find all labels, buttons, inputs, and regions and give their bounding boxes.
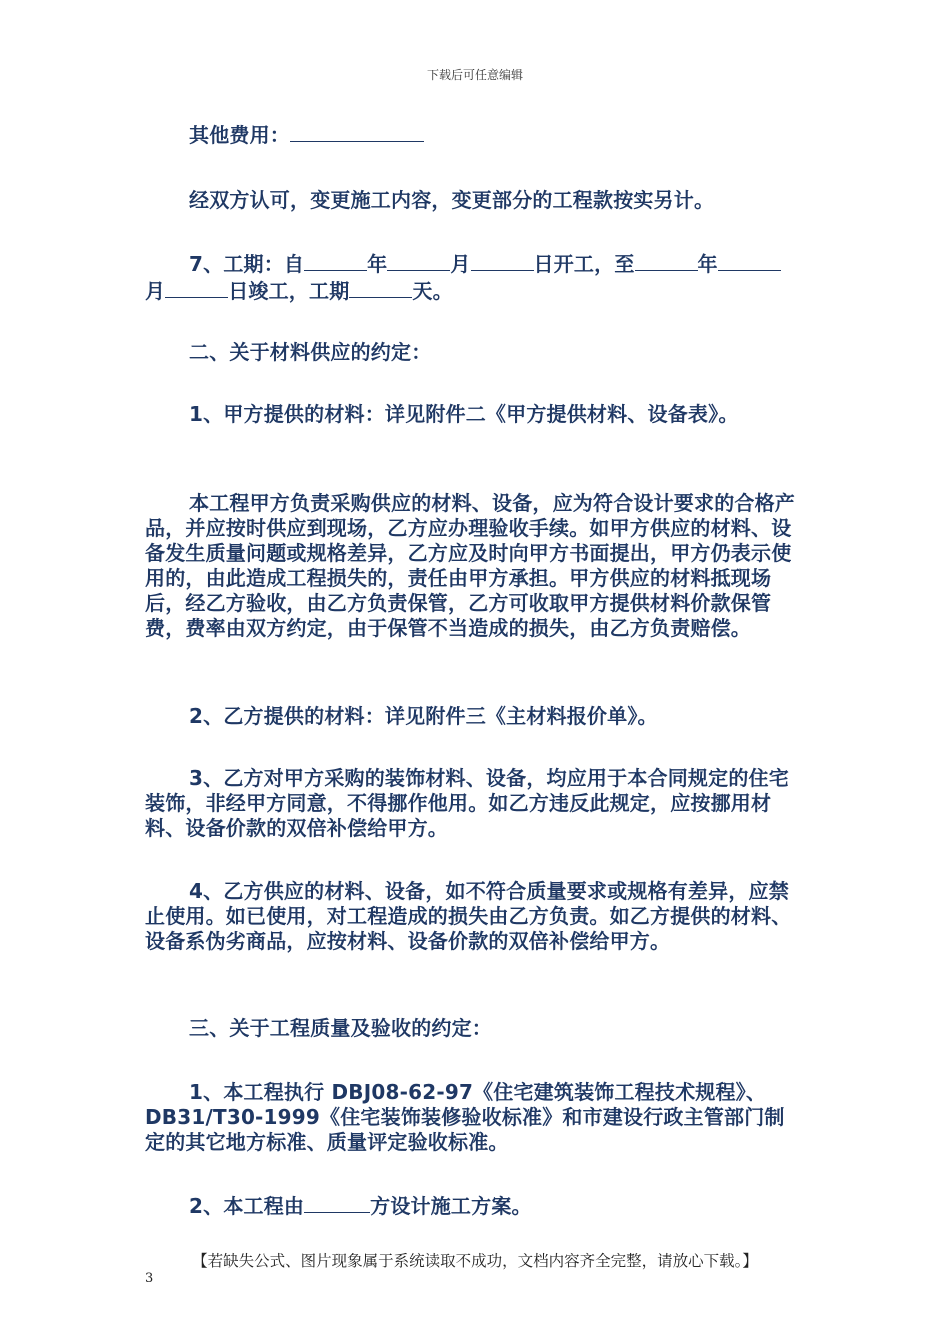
section-2-title: 二、关于材料供应的约定： — [189, 340, 432, 364]
section-2-item-1: 1、甲方提供的材料：详见附件二《甲方提供材料、设备表》。 — [189, 402, 739, 426]
section-2-item-4: 4、乙方供应的材料、设备，如不符合质量要求或规格有差异，应禁止使用。如已使用，对工程造成的损失由乙方负责。如乙方提供的材料、设备系伪劣商品，应按材料、设备价款的双倍补偿给甲方。 — [145, 879, 792, 953]
schedule-prefix: 7、工期：自 — [189, 252, 305, 276]
schedule-paragraph — [145, 250, 800, 304]
blank-underline — [304, 1192, 370, 1213]
schedule-day-start: 日开工，至 — [533, 252, 635, 276]
section-2-item-3: 3、乙方对甲方采购的装饰材料、设备，均应用于本合同规定的住宅装饰，非经甲方同意，不得挪作他用。如乙方违反此规定，应按挪用材料、设备价款的双倍补偿给甲方。 — [145, 766, 789, 840]
schedule-days: 天。 — [412, 279, 453, 303]
page-footer-note: 【若缺失公式、图片现象属于系统读取不成功，文档内容齐全完整，请放心下载。】 — [192, 1252, 758, 1270]
schedule-day-end: 日竣工，工期 — [228, 279, 350, 303]
page-header: 下载后可任意编辑 — [426, 68, 523, 82]
section-3-item-1: 1、本工程执行 DBJ08-62-97《住宅建筑装饰工程技术规程》、DB31/T30-1999《住宅装饰装修验收标准》和市建设行政主管部门制定的其它地方标准、质量评定验收标准。 — [145, 1080, 785, 1154]
blank-underline — [471, 250, 534, 271]
blank-underline — [387, 250, 450, 271]
schedule-year-start: 年 — [367, 252, 388, 276]
blank-underline — [635, 250, 698, 271]
blank-underline — [349, 277, 412, 298]
change-note: 经双方认可，变更施工内容，变更部分的工程款按实另计。 — [189, 188, 715, 212]
section-3-item-2 — [145, 1192, 800, 1219]
blank-underline — [290, 121, 424, 142]
blank-underline — [165, 277, 228, 298]
blank-underline — [304, 250, 367, 271]
blank-underline — [718, 250, 781, 271]
other-fees-label: 其他费用： — [189, 123, 290, 147]
schedule-month-end: 月 — [145, 279, 166, 303]
section-2-item-2: 2、乙方提供的材料：详见附件三《主材料报价单》。 — [189, 704, 658, 728]
schedule-month-start: 月 — [450, 252, 471, 276]
s3-item-2-prefix: 2、本工程由 — [189, 1194, 305, 1218]
section-3-title: 三、关于工程质量及验收的约定： — [189, 1016, 492, 1040]
schedule-year-end: 年 — [697, 252, 718, 276]
s3-item-2-suffix: 方设计施工方案。 — [370, 1194, 532, 1218]
section-2-item-1-detail: 本工程甲方负责采购供应的材料、设备，应为符合设计要求的合格产品，并应按时供应到现场，乙方应办理验收手续。如甲方供应的材料、设备发生质量问题或规格差异，乙方应及时向甲方书面提出，甲方仍表示使用的，由此造成工程损失的，责任由甲方承担。甲方供应的材料抵现场后，经乙方验收，由乙方负责保管，乙方可收取甲方提供材料价款保管费，费率由双方约定，由于保管不当造成的损失，由乙方负责赔偿。 — [145, 491, 795, 640]
other-fees-line — [145, 121, 800, 148]
page-number: 3 — [145, 1271, 154, 1286]
